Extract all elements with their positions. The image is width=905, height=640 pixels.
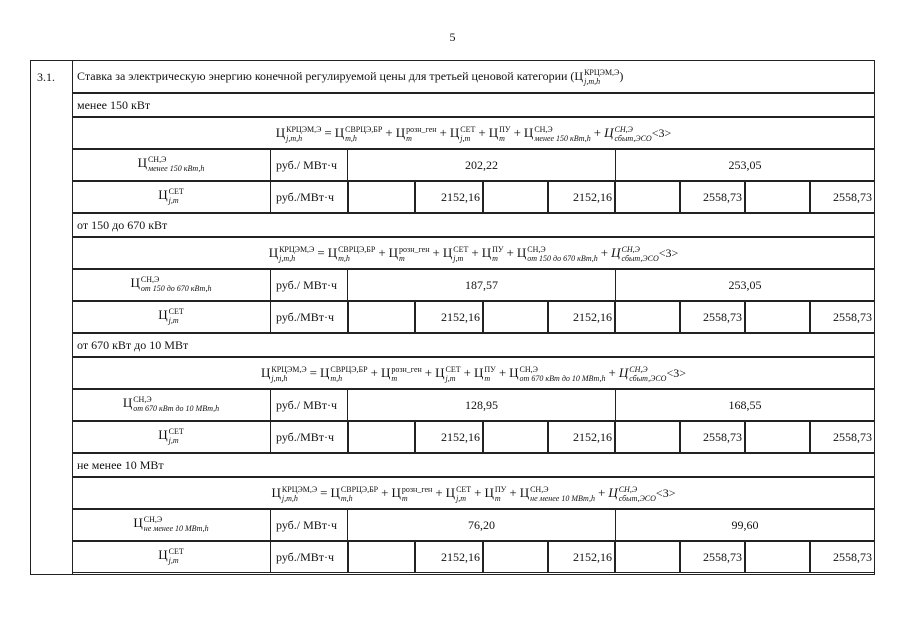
formula: Ц КРЦЭМ,Э j,m,h = Ц СВРЦЭ,БР m,h + Ц розн_ген m + Ц СЕТ j,m + Ц ПУ m + Ц СН,Э менее 150 кВт,h + Ц СН,Э сбыт,ЭСО <3> — [275, 125, 672, 144]
set-value: 2152,16 — [573, 190, 612, 204]
set-value: 2558,73 — [833, 550, 872, 564]
item-number: 3.1. — [37, 70, 55, 84]
set-value: 2152,16 — [441, 430, 480, 444]
header-text — [77, 68, 623, 86]
set-cell — [615, 181, 680, 213]
unit-label: руб./МВт·ч — [276, 310, 335, 324]
section-title-row — [72, 453, 875, 477]
set-value: 2152,16 — [441, 310, 480, 324]
unit-label: руб./МВт·ч — [276, 550, 335, 564]
set-value: 2558,73 — [703, 550, 742, 564]
set-cell — [745, 421, 810, 453]
section-title: от 150 до 670 кВт — [77, 218, 168, 232]
sn-value: 187,57 — [465, 278, 498, 292]
header-sub: j,m,h — [584, 77, 601, 86]
set-value: 2558,73 — [833, 310, 872, 324]
set-value: 2152,16 — [573, 550, 612, 564]
item-column — [30, 60, 73, 575]
set-cell — [615, 421, 680, 453]
set-cell — [348, 181, 415, 213]
set-cell — [483, 421, 548, 453]
header-sup: КРЦЭМ,Э — [584, 68, 620, 77]
set-value: 2152,16 — [573, 430, 612, 444]
sn-value: 99,60 — [731, 518, 759, 532]
header-label: Ставка за электрическую энергию конечной регулируемой цены для третьей ценовой категории (Ц — [77, 68, 584, 83]
set-cell — [615, 541, 680, 573]
set-value: 2558,73 — [703, 190, 742, 204]
set-cell — [348, 541, 415, 573]
sn-value: 76,20 — [468, 518, 495, 532]
set-cell — [745, 181, 810, 213]
unit-label: руб./ МВт·ч — [276, 278, 338, 292]
set-value: 2558,73 — [833, 430, 872, 444]
set-label: Ц СЕТ j,m — [158, 427, 184, 446]
set-cell — [348, 421, 415, 453]
set-value: 2558,73 — [703, 310, 742, 324]
set-cell — [348, 301, 415, 333]
header-close: ) — [619, 68, 624, 83]
set-cell — [615, 301, 680, 333]
section-title: менее 150 кВт — [77, 98, 151, 112]
set-label: Ц СЕТ j,m — [158, 307, 184, 326]
sn-value: 128,95 — [465, 398, 498, 412]
sn-label: Ц СН,Э от 670 кВт до 10 МВт,h — [122, 395, 220, 414]
unit-label: руб./МВт·ч — [276, 190, 335, 204]
sn-label: Ц СН,Э не менее 10 МВт,h — [133, 515, 209, 534]
sn-value: 253,05 — [728, 158, 762, 172]
sn-value: 202,22 — [465, 158, 498, 172]
unit-label: руб./ МВт·ч — [276, 518, 338, 532]
set-label: Ц СЕТ j,m — [158, 547, 184, 566]
section-title: от 670 кВт до 10 МВт — [77, 338, 189, 352]
set-cell — [483, 541, 548, 573]
formula: Ц КРЦЭМ,Э j,m,h = Ц СВРЦЭ,БР m,h + Ц розн_ген m + Ц СЕТ j,m + Ц ПУ m + Ц СН,Э не менее 10 МВт,h + Ц СН,Э сбыт,ЭСО <3> — [271, 485, 676, 504]
formula: Ц КРЦЭМ,Э j,m,h = Ц СВРЦЭ,БР m,h + Ц розн_ген m + Ц СЕТ j,m + Ц ПУ m + Ц СН,Э от 670 кВт до 10 МВт,h + Ц СН,Э сбыт,ЭСО <3> — [260, 365, 686, 384]
set-value: 2558,73 — [833, 190, 872, 204]
section-title-row — [72, 213, 875, 237]
section-title-row — [72, 93, 875, 117]
set-value: 2152,16 — [441, 190, 480, 204]
section-title: не менее 10 МВт — [77, 458, 164, 472]
section-title-row — [72, 333, 875, 357]
unit-label: руб./МВт·ч — [276, 430, 335, 444]
sn-label: Ц СН,Э от 150 до 670 кВт,h — [130, 275, 212, 294]
set-label: Ц СЕТ j,m — [158, 187, 184, 206]
sn-label: Ц СН,Э менее 150 кВт,h — [137, 155, 205, 174]
unit-label: руб./ МВт·ч — [276, 158, 338, 172]
page-number: 5 — [449, 30, 456, 44]
set-cell — [483, 181, 548, 213]
set-cell — [745, 301, 810, 333]
set-value: 2152,16 — [441, 550, 480, 564]
set-cell — [483, 301, 548, 333]
set-value: 2152,16 — [573, 310, 612, 324]
sn-value: 168,55 — [728, 398, 762, 412]
set-cell — [745, 541, 810, 573]
formula: Ц КРЦЭМ,Э j,m,h = Ц СВРЦЭ,БР m,h + Ц розн_ген m + Ц СЕТ j,m + Ц ПУ m + Ц СН,Э от 150 до 670 кВт,h + Ц СН,Э сбыт,ЭСО <3> — [268, 245, 679, 264]
sn-value: 253,05 — [728, 278, 762, 292]
unit-label: руб./ МВт·ч — [276, 398, 338, 412]
header-symbol — [584, 68, 619, 86]
set-value: 2558,73 — [703, 430, 742, 444]
